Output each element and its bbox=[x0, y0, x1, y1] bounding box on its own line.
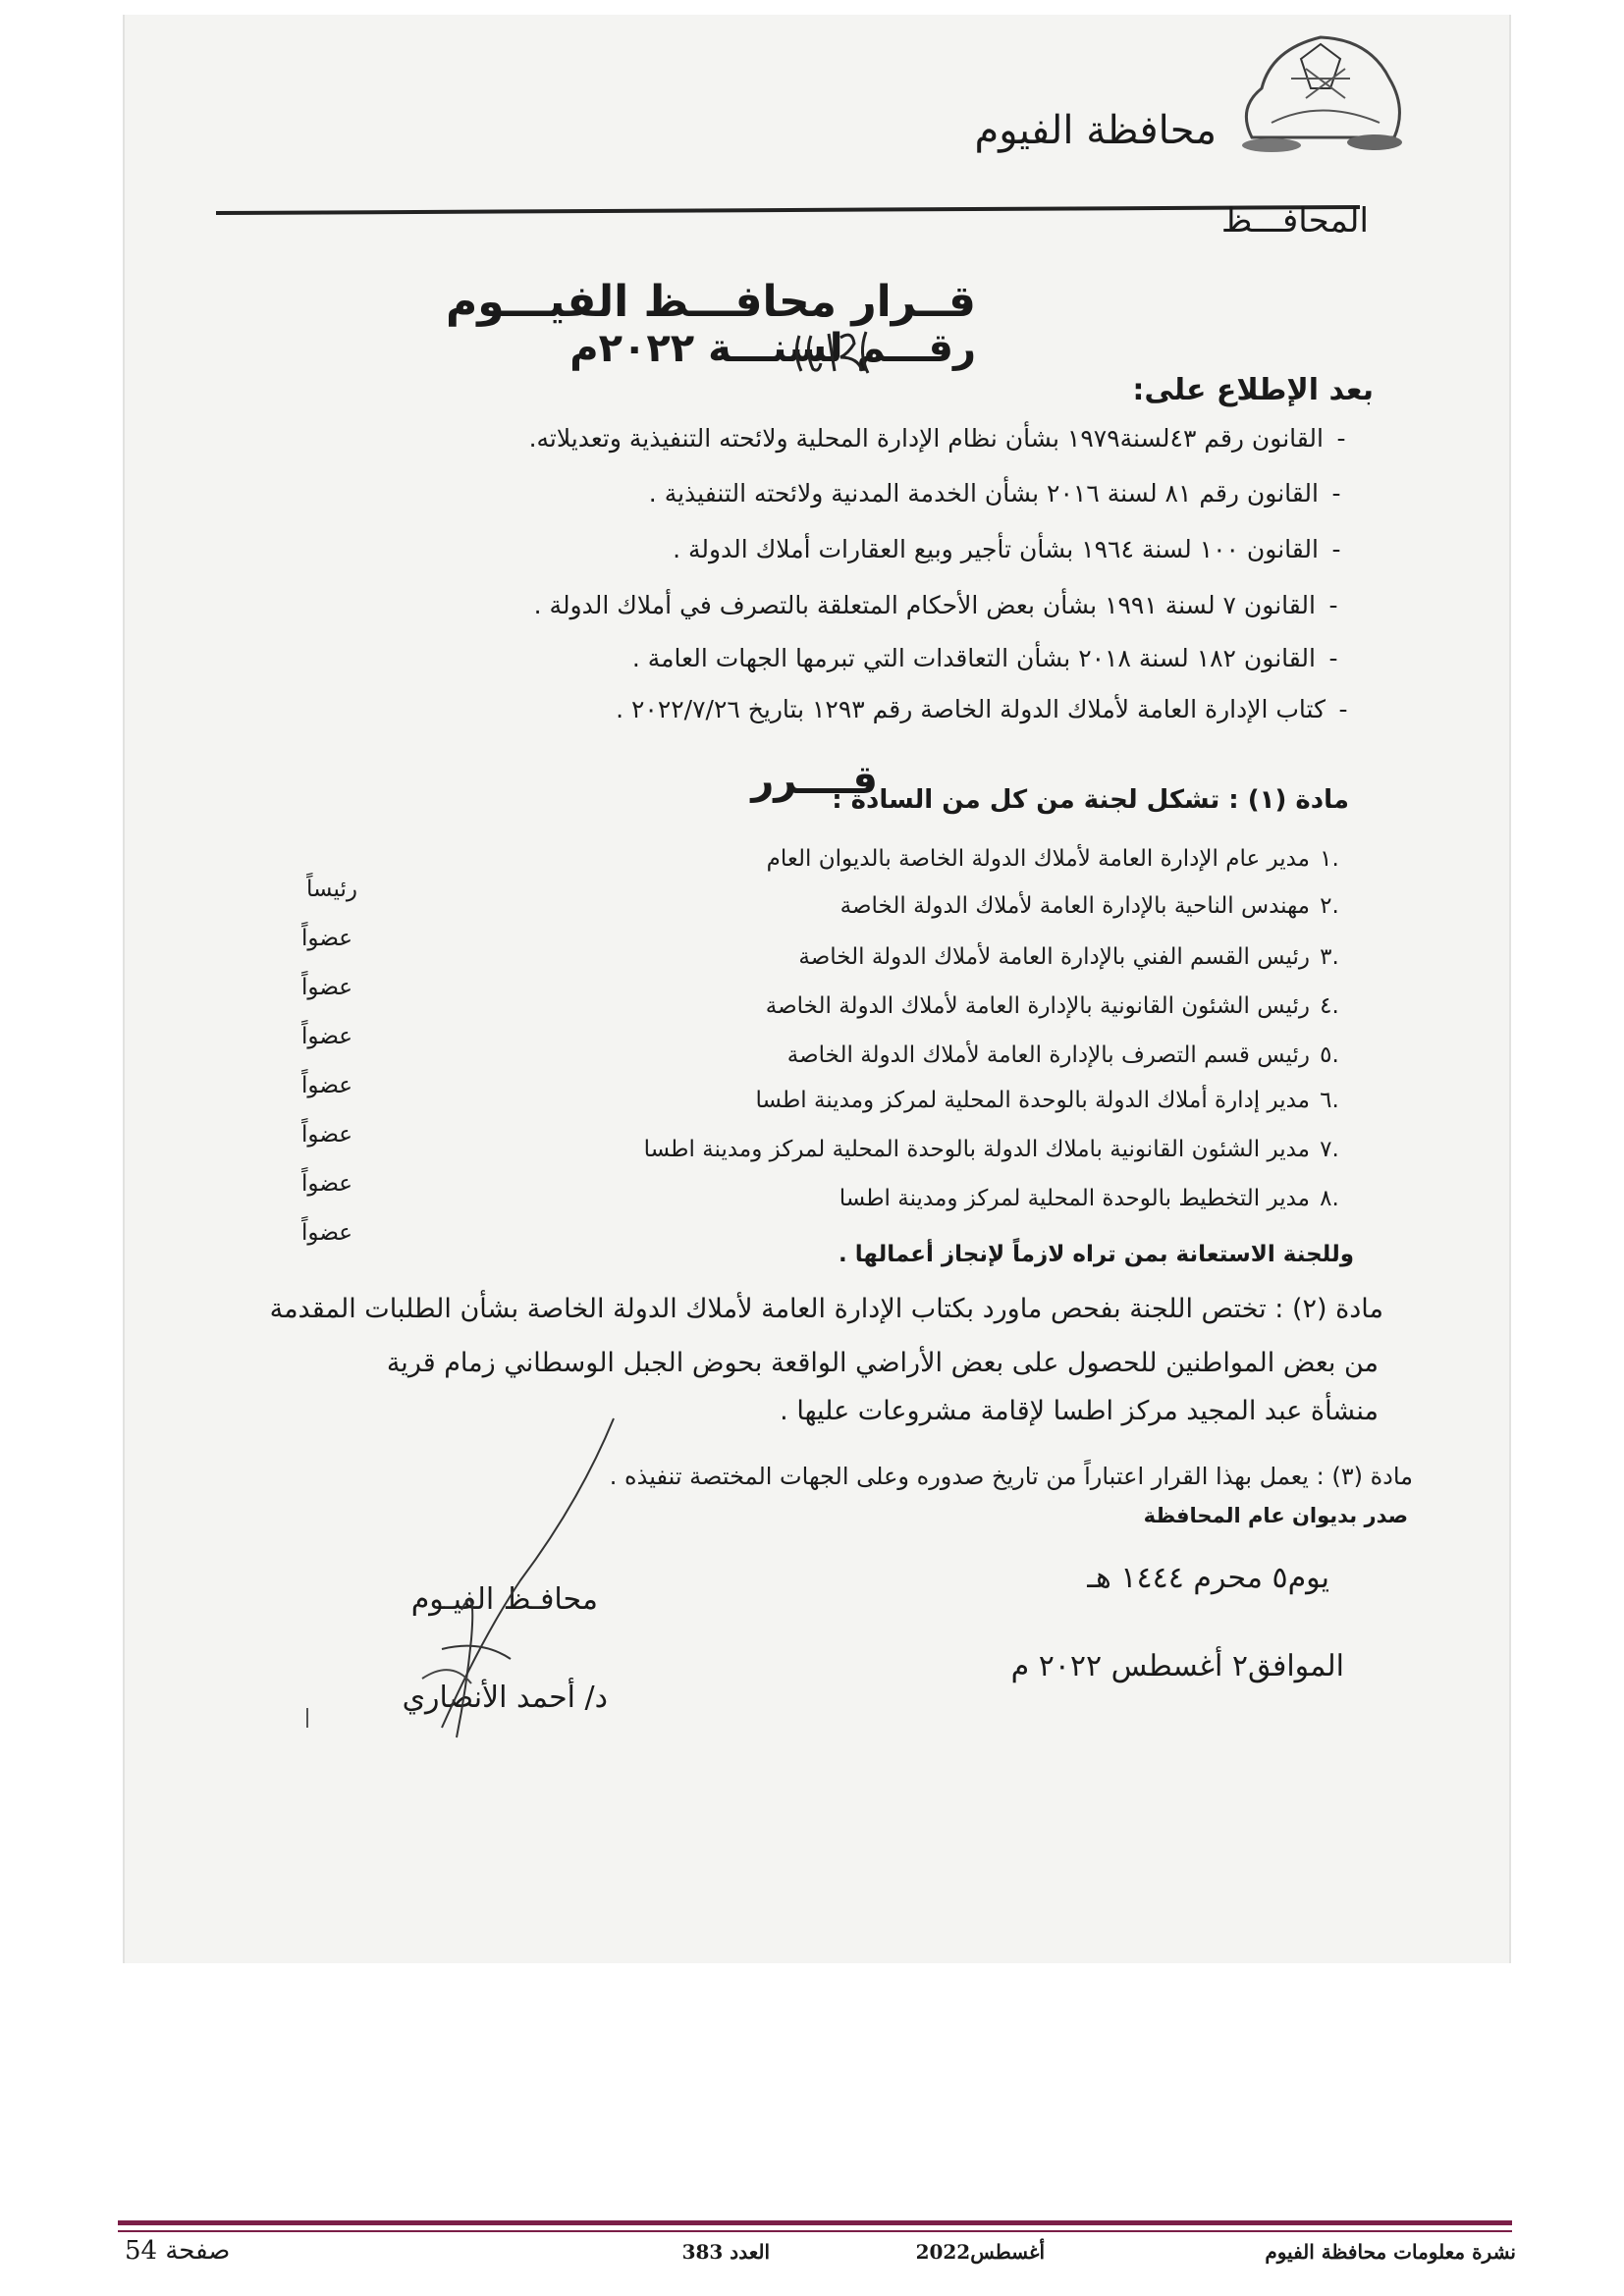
committee-member: .٤رئيس الشئون القانونية بالإدارة العامة لأملاك الدولة الخاصة bbox=[765, 993, 1339, 1019]
decision-title: قــرار محافـــظ الفيـــوم bbox=[445, 277, 976, 327]
preamble-item: -القانون رقم ٨١ لسنة ٢٠١٦ بشأن الخدمة المدنية ولائحته التنفيذية . bbox=[648, 479, 1341, 507]
footer-page-number: صفحة 54 bbox=[125, 2236, 231, 2266]
article-3: مادة (٣) : يعمل بهذا القرار اعتباراً من تاريخ صدوره وعلى الجهات المختصة تنفيذه . bbox=[609, 1463, 1413, 1490]
footer-issue: العدد 383 bbox=[681, 2240, 770, 2264]
preamble-heading: بعد الإطلاع على: bbox=[1132, 373, 1374, 407]
handwritten-decision-number bbox=[789, 324, 876, 379]
preamble-item: -القانون ١٠٠ لسنة ١٩٦٤ بشأن تأجير وبيع العقارات أملاك الدولة . bbox=[673, 535, 1341, 563]
article-2-line: من بعض المواطنين للحصول على بعض الأراضي الواقعة بحوض الجبل الوسطاني زمام قرية bbox=[386, 1348, 1379, 1378]
signatory-title: محافـظ الفيـوم bbox=[410, 1582, 598, 1617]
governorate-name: محافظة الفيوم bbox=[974, 108, 1217, 153]
issued-at: صدر بديوان عام المحافظة bbox=[1143, 1504, 1408, 1527]
footer-publication: نشرة معلومات محافظة الفيوم bbox=[1265, 2240, 1516, 2264]
committee-member: .١مدير عام الإدارة العامة لأملاك الدولة الخاصة بالديوان العام bbox=[766, 846, 1339, 872]
member-role: عضواً bbox=[301, 975, 352, 1000]
member-role: رئيساً bbox=[306, 877, 357, 902]
preamble-item: -القانون ٧ لسنة ١٩٩١ بشأن بعض الأحكام المتعلقة بالتصرف في أملاك الدولة . bbox=[533, 591, 1338, 619]
member-role: عضواً bbox=[301, 1122, 352, 1148]
committee-member: .٦مدير إدارة أملاك الدولة بالوحدة المحلية لمركز ومدينة اطسا bbox=[755, 1088, 1339, 1113]
stray-mark bbox=[306, 1708, 308, 1728]
decision-number-line: رقـــم لسنـــة ٢٠٢٢م bbox=[569, 326, 976, 371]
preamble-item: -القانون رقم ٤٣لسنة١٩٧٩ بشأن نظام الإدارة المحلية ولائحته التنفيذية وتعديلاته. bbox=[528, 424, 1346, 453]
footer-divider bbox=[118, 2220, 1512, 2225]
committee-member: .٨مدير التخطيط بالوحدة المحلية لمركز ومدينة اطسا bbox=[839, 1186, 1339, 1211]
member-role: عضواً bbox=[301, 1024, 352, 1049]
preamble-item: -القانون ١٨٢ لسنة ٢٠١٨ بشأن التعاقدات التي تبرمها الجهات العامة . bbox=[631, 644, 1338, 672]
committee-member: .٢مهندس الناحية بالإدارة العامة لأملاك الدولة الخاصة bbox=[839, 893, 1339, 919]
article-2-line: منشأة عبد المجيد مركز اطسا لإقامة مشروعات عليها . bbox=[780, 1396, 1379, 1426]
member-role: عضواً bbox=[301, 1073, 352, 1098]
member-role: عضواً bbox=[301, 926, 352, 951]
footer-divider-thin bbox=[118, 2230, 1512, 2232]
member-role: عضواً bbox=[301, 1171, 352, 1197]
governor-label: المحافـــظ bbox=[1220, 201, 1369, 240]
member-role: عضواً bbox=[301, 1220, 352, 1246]
governorate-seal-logo bbox=[1232, 29, 1409, 157]
footer-month: أغسطس2022 bbox=[915, 2240, 1045, 2264]
gregorian-date: الموافق٢ أغسطس ٢٠٢٢ م bbox=[1010, 1649, 1344, 1683]
article-2-line: مادة (٢) : تختص اللجنة بفحص ماورد بكتاب الإدارة العامة لأملاك الدولة الخاصة بشأن الطلبات المقدمة bbox=[269, 1294, 1383, 1324]
preamble-item: -كتاب الإدارة العامة لأملاك الدولة الخاصة رقم ١٢٩٣ بتاريخ ٢٠٢٢/٧/٢٦ . bbox=[616, 695, 1348, 723]
committee-closing: وللجنة الاستعانة بمن تراه لازماً لإنجاز أعمالها . bbox=[839, 1242, 1354, 1267]
article-1-heading: مادة (١) : تشكل لجنة من كل من السادة : bbox=[832, 785, 1349, 815]
hijri-date: يوم٥ محرم ١٤٤٤ هـ bbox=[1087, 1561, 1329, 1595]
committee-member: .٥رئيس قسم التصرف بالإدارة العامة لأملاك الدولة الخاصة bbox=[786, 1042, 1339, 1068]
handwritten-signature bbox=[403, 1414, 619, 1747]
decided-heading: قــــرر bbox=[751, 758, 878, 803]
committee-member: .٧مدير الشئون القانونية باملاك الدولة بالوحدة المحلية لمركز ومدينة اطسا bbox=[643, 1137, 1339, 1162]
committee-member: .٣رئيس القسم الفني بالإدارة العامة لأملاك الدولة الخاصة bbox=[798, 944, 1339, 970]
signatory-name: د/ أحمد الأنصاري bbox=[402, 1681, 608, 1715]
